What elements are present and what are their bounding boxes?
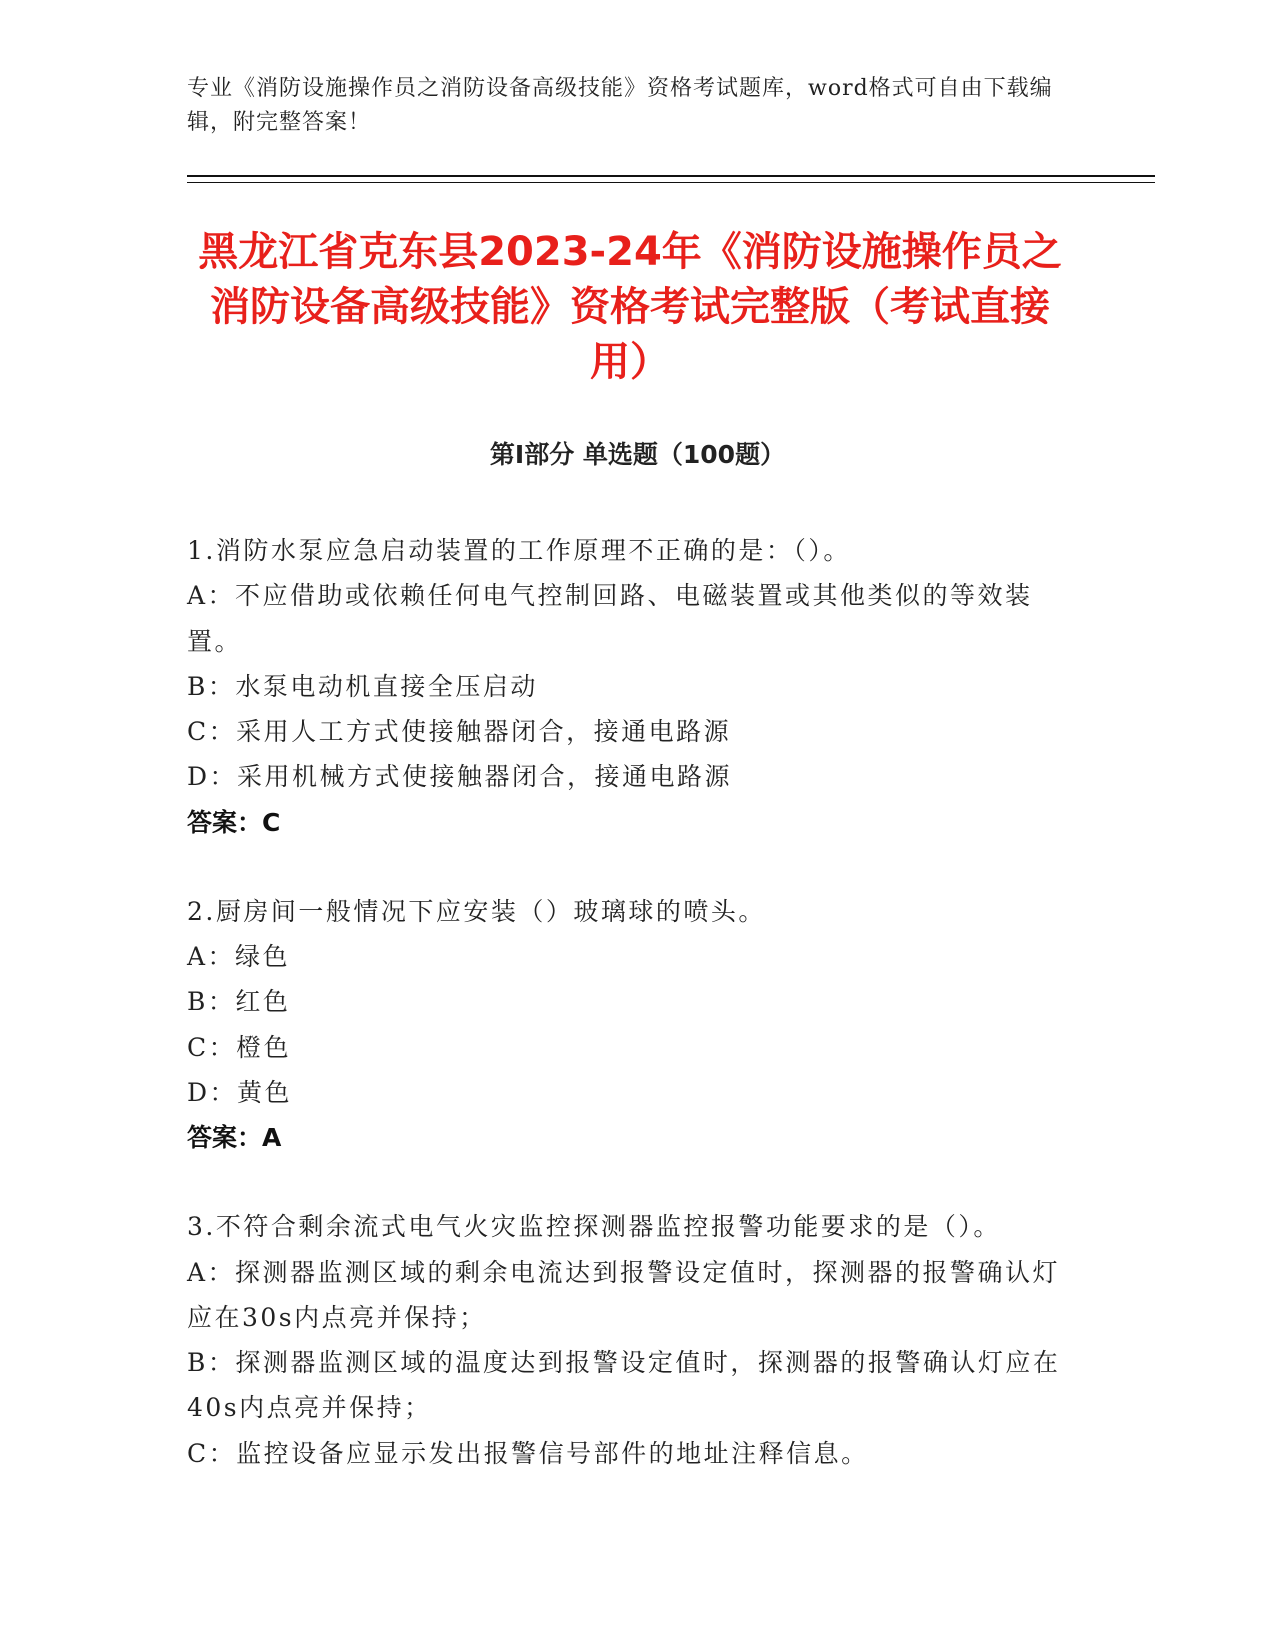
answer-option: C：监控设备应显示发出报警信号部件的地址注释信息。 [187, 1438, 869, 1468]
question-block [187, 889, 1067, 1160]
question-stem: 3.不符合剩余流式电气火灾监控探测器监控报警功能要求的是（）。 [187, 1212, 1001, 1242]
answer-option: A：探测器监测区域的剩余电流达到报警设定值时，探测器的报警确认灯应在30s内点亮并保持； [187, 1257, 1061, 1332]
answer-option: B：水泵电动机直接全压启动 [187, 671, 538, 701]
answer-option: C：采用人工方式使接触器闭合，接通电路源 [187, 717, 732, 747]
header-divider-thick [187, 175, 1155, 177]
document-title: 黑龙江省克东县2023-24年《消防设施操作员之消防设备高级技能》资格考试完整版（考试直接用） [198, 229, 1062, 385]
section-heading: 第I部分 单选题（100题） [489, 440, 786, 469]
answer-option: A：不应借助或依赖任何电气控制回路、电磁装置或其他类似的等效装置。 [187, 581, 1033, 656]
answer-option: D：采用机械方式使接触器闭合，接通电路源 [187, 762, 733, 792]
answer-option: C：橙色 [187, 1032, 292, 1062]
question-block [187, 528, 1067, 845]
question-stem: 1.消防水泵应急启动装置的工作原理不正确的是：（）。 [187, 536, 851, 565]
answer-key: 答案：C [187, 807, 281, 837]
header-note: 专业《消防设施操作员之消防设备高级技能》资格考试题库，word格式可自由下载编辑，附完整答案！ [187, 76, 1053, 135]
answer-key: 答案：A [187, 1123, 282, 1153]
header-divider-thin [187, 182, 1155, 183]
answer-option: B：探测器监测区域的温度达到报警设定值时，探测器的报警确认灯应在40s内点亮并保持； [187, 1348, 1061, 1423]
question-list [187, 528, 1067, 1520]
answer-option: D：黄色 [187, 1077, 293, 1107]
question-stem: 2.厨房间一般情况下应安装（）玻璃球的喷头。 [187, 896, 766, 926]
answer-option: A：绿色 [187, 942, 291, 972]
answer-option: B：红色 [187, 987, 291, 1017]
question-block [187, 1204, 1067, 1476]
